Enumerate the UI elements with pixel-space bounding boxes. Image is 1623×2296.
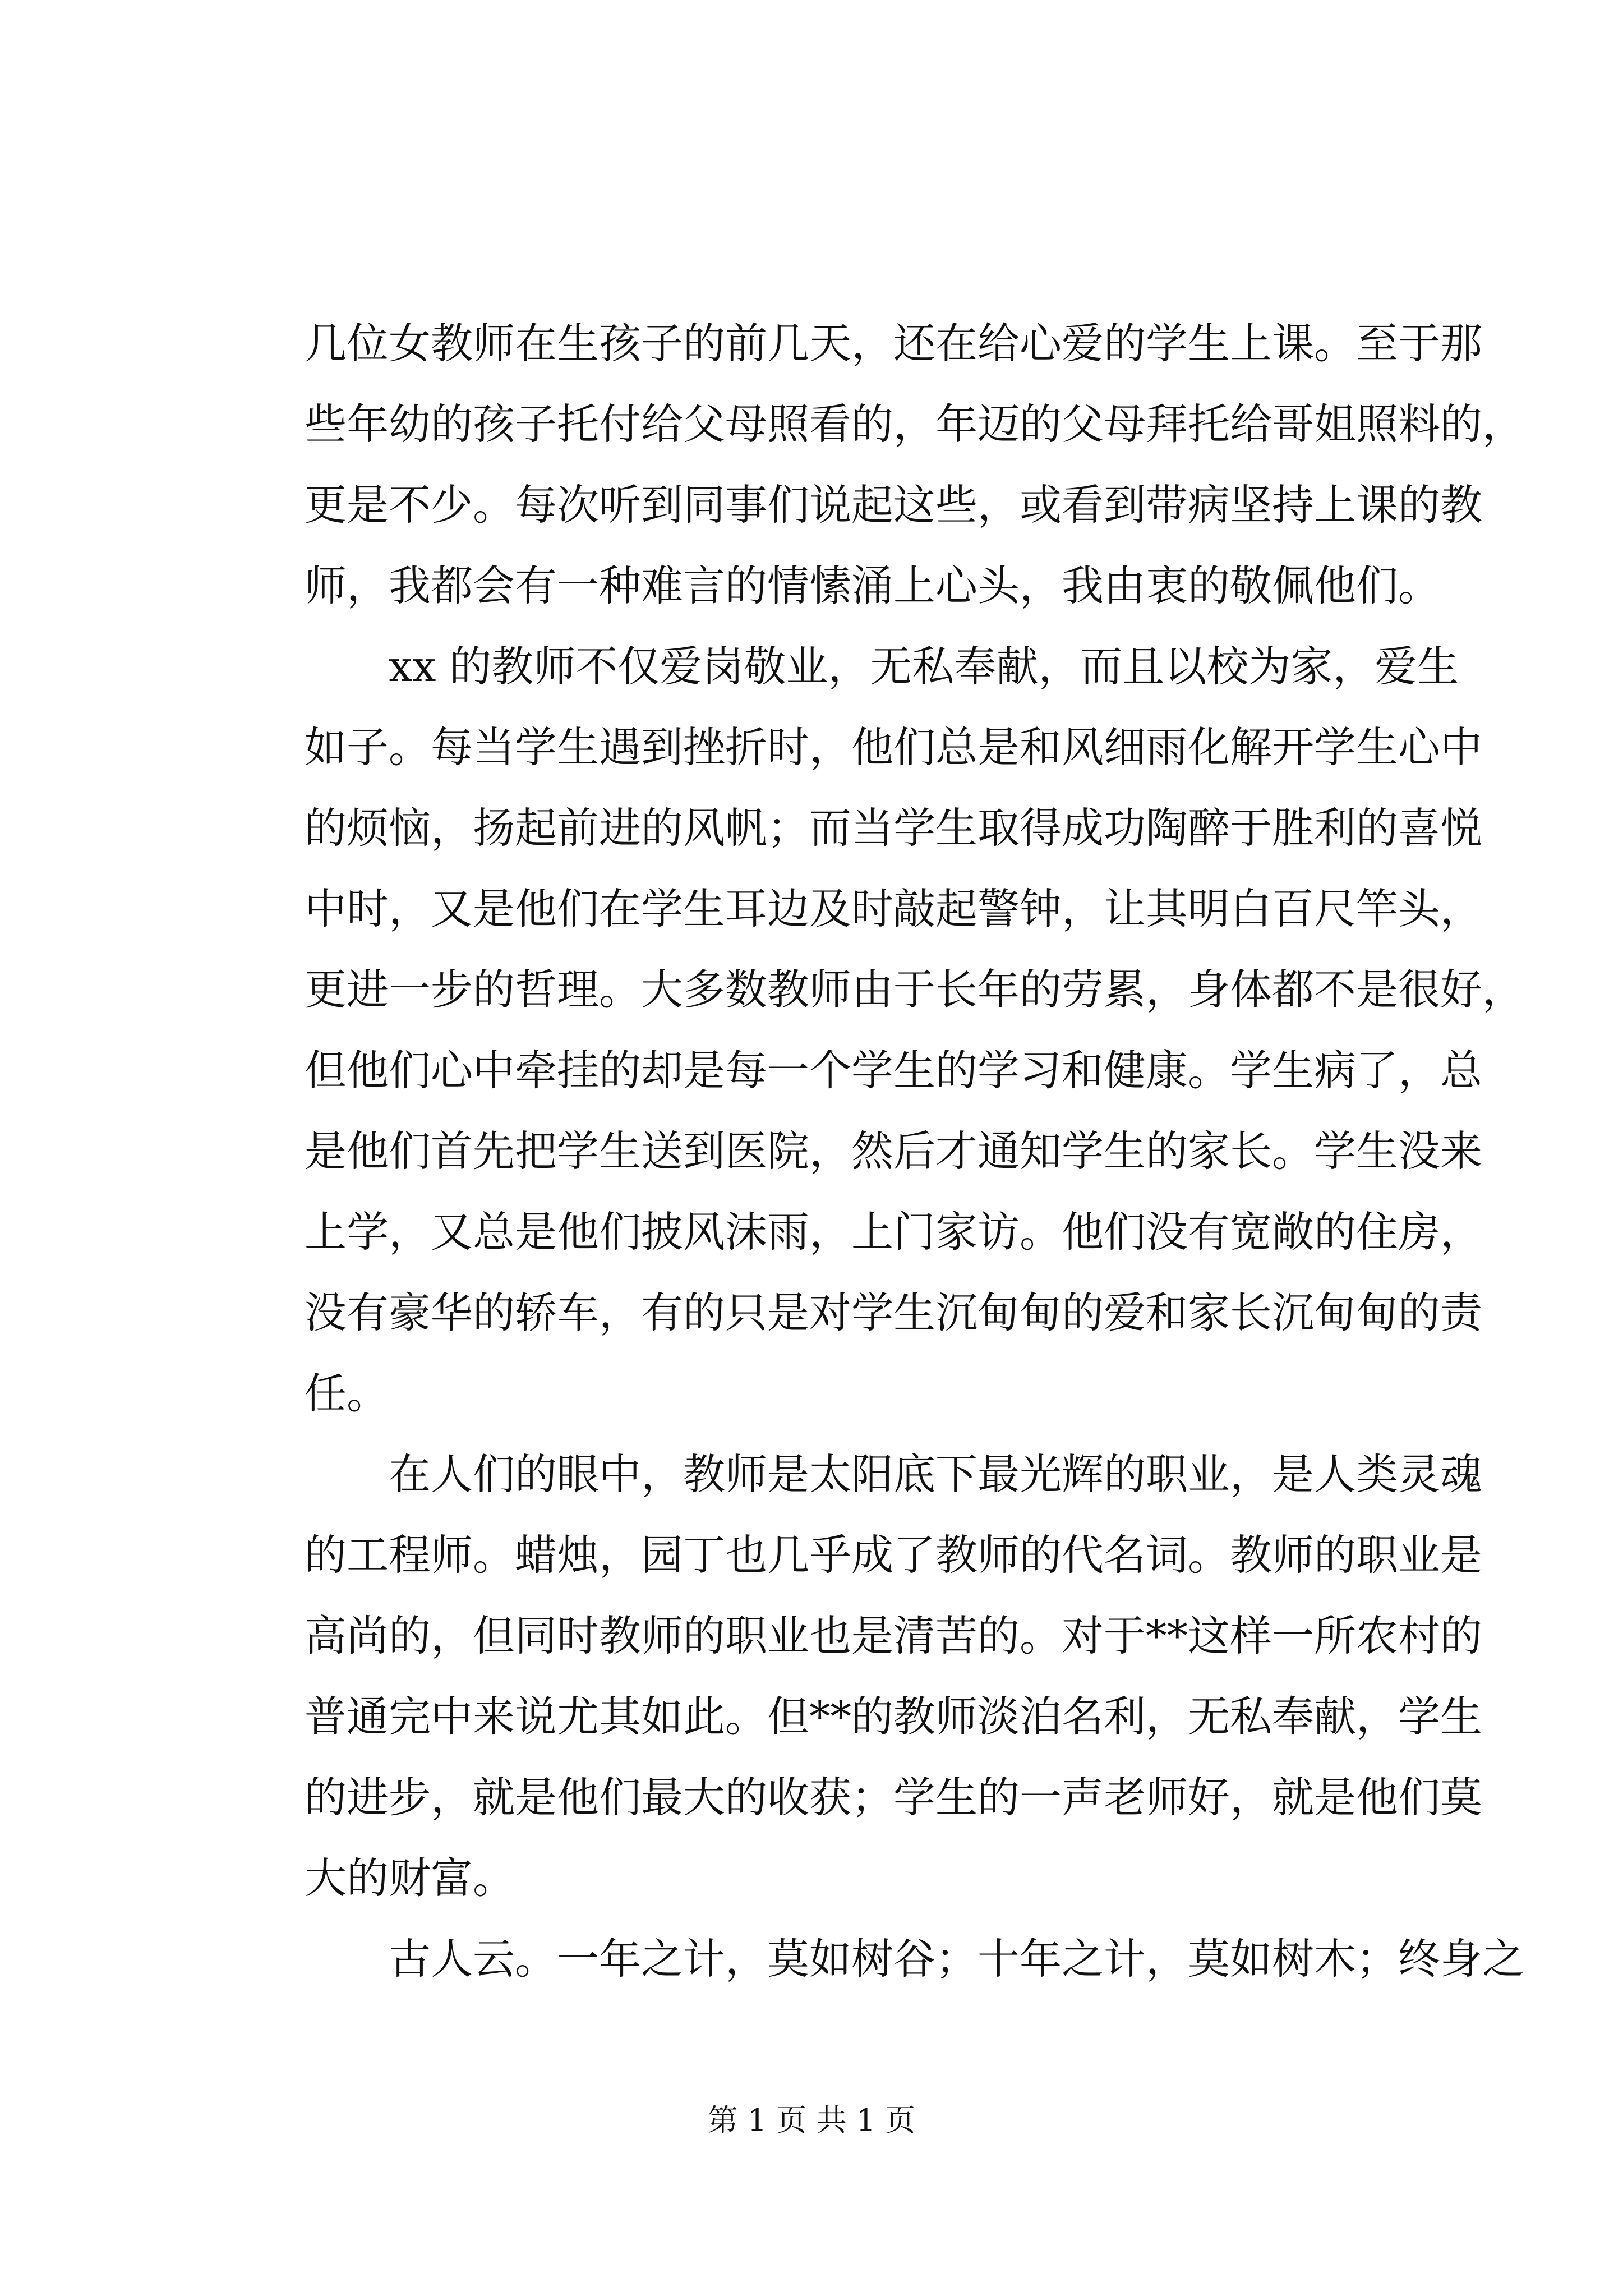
text-line: 但他们心中牵挂的却是每一个学生的学习和健康。学生病了，总 bbox=[305, 1046, 1483, 1095]
text-line: 上学，又总是他们披风沫雨，上门家访。他们没有宽敞的住房， bbox=[305, 1207, 1483, 1257]
text-line: 更是不少。每次听到同事们说起这些，或看到带病坚持上课的教 bbox=[305, 480, 1483, 530]
text-line: 普通完中来说尤其如此。但**的教师淡泊名利，无私奉献，学生 bbox=[305, 1692, 1483, 1741]
text-line: 是他们首先把学生送到医院，然后才通知学生的家长。学生没来 bbox=[305, 1126, 1483, 1176]
page-footer bbox=[0, 2098, 1623, 2143]
text-line: 更进一步的哲理。大多数教师由于长年的劳累，身体都不是很好， bbox=[305, 965, 1525, 1014]
text-line: 任。 bbox=[305, 1369, 389, 1418]
text-line: 中时，又是他们在学生耳边及时敲起警钟，让其明白百尺竿头， bbox=[305, 884, 1483, 933]
text-line: 大的财富。 bbox=[305, 1853, 515, 1903]
body-text bbox=[305, 303, 1525, 1999]
text-line: 些年幼的孩子托付给父母照看的，年迈的父母拜托给哥姐照料的， bbox=[305, 399, 1525, 449]
text-line: 的进步，就是他们最大的收获；学生的一声老师好，就是他们莫 bbox=[305, 1773, 1483, 1822]
text-line: 古人云。一年之计，莫如树谷；十年之计，莫如树木；终身之 bbox=[305, 1934, 1525, 1984]
text-line: 的工程师。蜡烛，园丁也几乎成了教师的代名词。教师的职业是 bbox=[305, 1530, 1483, 1580]
text-line: 的烦恼，扬起前进的风帆；而当学生取得成功陶醉于胜利的喜悦 bbox=[305, 803, 1483, 853]
text-line: 师，我都会有一种难言的情愫涌上心头，我由衷的敬佩他们。 bbox=[305, 561, 1441, 610]
text-line: 在人们的眼中，教师是太阳底下最光辉的职业，是人类灵魂 bbox=[305, 1450, 1483, 1499]
text-line: 没有豪华的轿车，有的只是对学生沉甸甸的爱和家长沉甸甸的责 bbox=[305, 1288, 1483, 1337]
text-line: xx 的教师不仅爱岗敬业，无私奉献，而且以校为家，爱生 bbox=[305, 642, 1459, 691]
text-line: 如子。每当学生遇到挫折时，他们总是和风细雨化解开学生心中 bbox=[305, 723, 1483, 772]
text-line: 高尚的，但同时教师的职业也是清苦的。对于**这样一所农村的 bbox=[305, 1611, 1483, 1660]
page-number-label: 第 1 页 共 1 页 bbox=[707, 2102, 916, 2138]
text-line: 几位女教师在生孩子的前几天，还在给心爱的学生上课。至于那 bbox=[305, 319, 1483, 368]
